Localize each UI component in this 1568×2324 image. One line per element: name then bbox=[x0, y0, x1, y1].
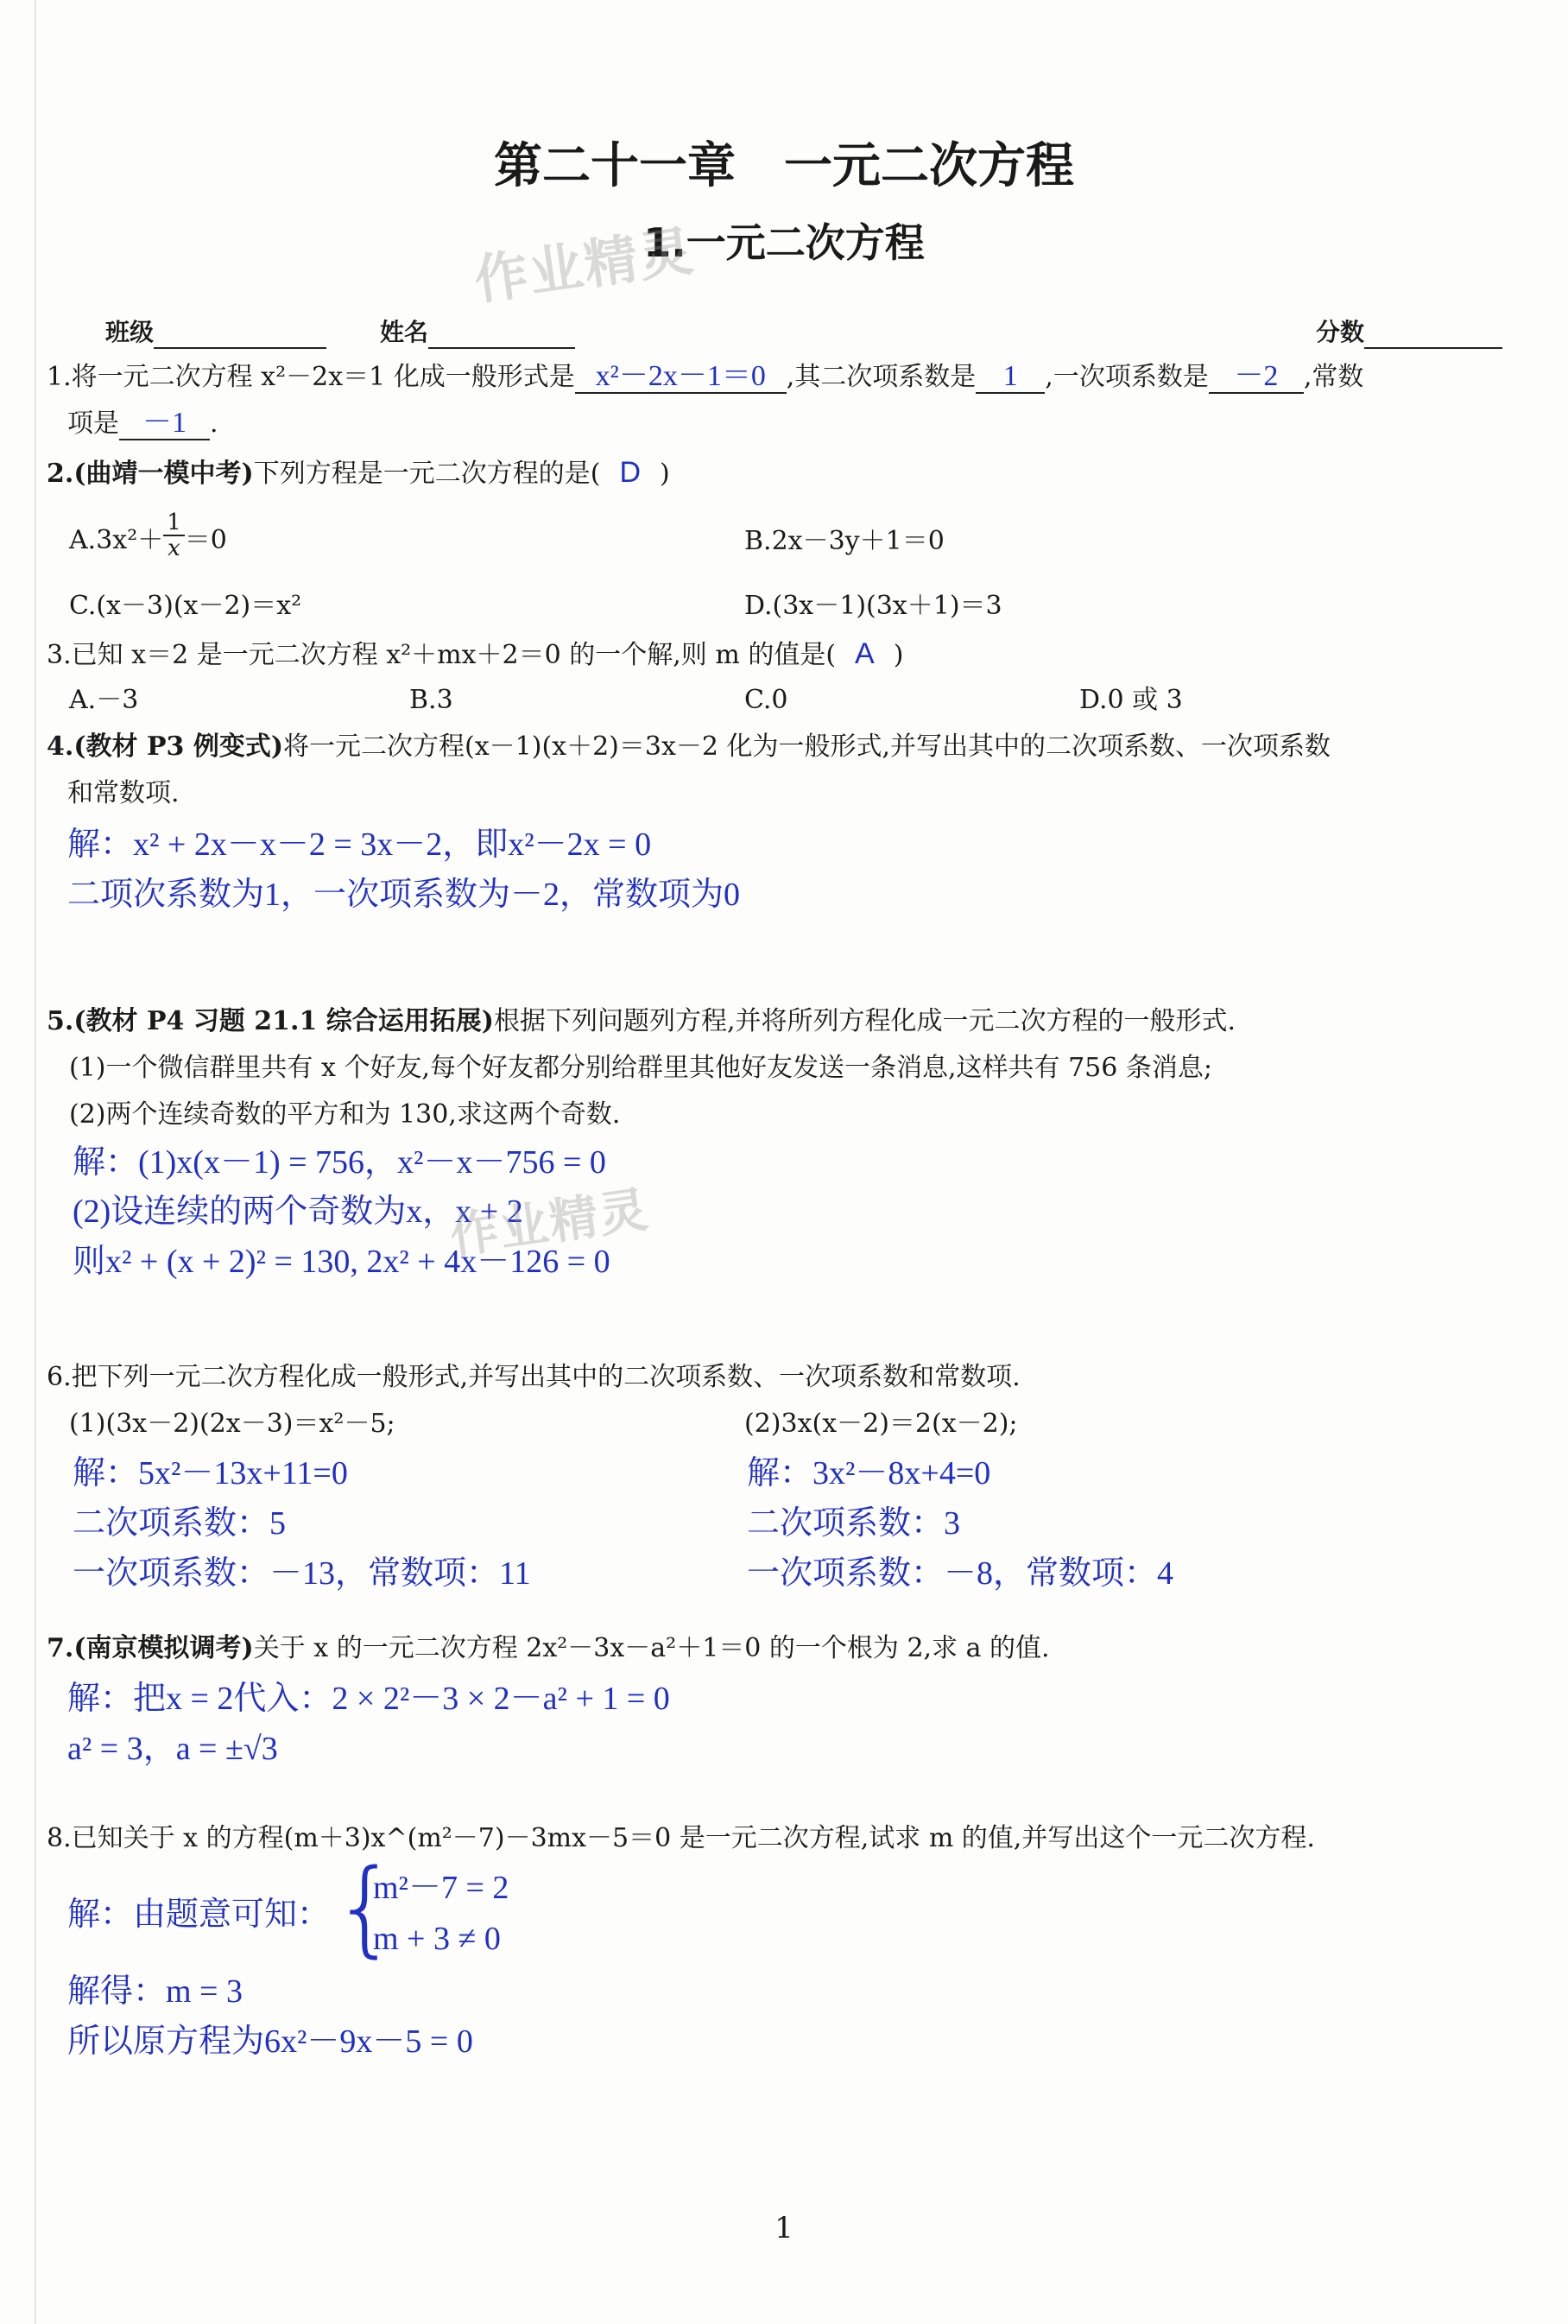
q2-option-b: B.2x－3y＋1＝0 bbox=[744, 526, 945, 556]
q3-close: ) bbox=[893, 640, 904, 670]
q1-answer-lin: －2 bbox=[1209, 361, 1304, 394]
q2-option-c: C.(x－3)(x－2)＝x² bbox=[69, 591, 302, 621]
class-field[interactable] bbox=[105, 316, 326, 349]
q8-brace-line2: m + 3 ≠ 0 bbox=[373, 1921, 501, 1957]
q3-stem bbox=[47, 637, 903, 672]
q5-answer-line1: 解：(1)x(x－1) = 756，x²－x－756 = 0 bbox=[73, 1144, 606, 1181]
q5-answer-line3: 则x² + (x + 2)² = 130, 2x² + 4x－126 = 0 bbox=[73, 1244, 610, 1280]
q7-stem-text: 关于 x 的一元二次方程 2x²－3x－a²＋1＝0 的一个根为 2,求 a 的值. bbox=[253, 1633, 1050, 1663]
q3-answer: A bbox=[855, 637, 875, 670]
q1-text-d: ,常数 bbox=[1303, 362, 1364, 392]
q4-label: 4.(教材 P3 例变式) bbox=[47, 731, 284, 762]
q8-answer-line2: 解得：m = 3 bbox=[67, 1973, 243, 2010]
class-label: 班级 bbox=[105, 318, 155, 346]
q1-line1 bbox=[47, 361, 1363, 394]
q3-option-d: D.0 或 3 bbox=[1079, 685, 1183, 715]
score-label: 分数 bbox=[1316, 318, 1365, 346]
score-field[interactable] bbox=[1316, 316, 1502, 349]
q8-brace-line1: m²－7 = 2 bbox=[373, 1870, 509, 1906]
name-label: 姓名 bbox=[380, 318, 429, 346]
q2-opt-a-post: ＝0 bbox=[184, 525, 227, 555]
q4-stem-b: 和常数项. bbox=[67, 778, 180, 808]
q3-stem-text: 3.已知 x＝2 是一元二次方程 x²＋mx＋2＝0 的一个解,则 m 的值是( bbox=[47, 640, 837, 670]
section-title: 1.一元二次方程 bbox=[643, 219, 925, 266]
q2-opt-a-pre: A.3x²＋ bbox=[69, 525, 164, 555]
scan-margin-line bbox=[35, 0, 36, 2324]
q5-answer-line2: (2)设连续的两个奇数为x，x + 2 bbox=[73, 1194, 523, 1230]
q2-stem bbox=[47, 456, 670, 491]
q4-stem bbox=[47, 731, 1331, 763]
q3-option-b: B.3 bbox=[409, 685, 453, 715]
q1-text-c: ,一次项系数是 bbox=[1045, 362, 1209, 392]
q1-answer-const: －1 bbox=[119, 408, 210, 440]
q7-answer-line1: 解：把x = 2代入：2 × 2²－3 × 2－a² + 1 = 0 bbox=[67, 1681, 670, 1717]
q5-stem-text: 根据下列问题列方程,并将所列方程化成一元二次方程的一般形式. bbox=[493, 1006, 1236, 1036]
q7-stem bbox=[47, 1632, 1050, 1665]
q6-left-answer-3: 一次项系数：－13，常数项：11 bbox=[73, 1555, 531, 1592]
q1-text-e: 项是 bbox=[67, 408, 119, 439]
q8-answer-line3: 所以原方程为6x²－9x－5 = 0 bbox=[67, 2023, 473, 2060]
q8-stem: 8.已知关于 x 的方程(m＋3)x^(m²－7)－3mx－5＝0 是一元二次方程,试求 m 的值,并写出这个一元二次方程. bbox=[47, 1823, 1315, 1853]
q2-label: 2.(曲靖一模中考) bbox=[47, 459, 254, 489]
q4-answer-line1: 解：x² + 2x－x－2 = 3x－2，即x²－2x = 0 bbox=[67, 826, 652, 863]
q6-stem: 6.把下列一元二次方程化成一般形式,并写出其中的二次项系数、一次项系数和常数项. bbox=[47, 1362, 1021, 1392]
q7-label: 7.(南京模拟调考) bbox=[47, 1633, 254, 1663]
chapter-title: 第二十一章 一元二次方程 bbox=[494, 138, 1074, 194]
page-number: 1 bbox=[775, 2211, 793, 2245]
q1-answer-form: x²－2x－1＝0 bbox=[575, 361, 787, 394]
q6-left-answer-1: 解：5x²－13x+11=0 bbox=[73, 1455, 348, 1491]
q2-close: ) bbox=[660, 459, 670, 489]
q4-stem-a: 将一元二次方程(x－1)(x＋2)＝3x－2 化为一般形式,并写出其中的二次项系数、一次项系数 bbox=[283, 731, 1331, 762]
watermark: 作业精灵 bbox=[470, 218, 699, 313]
name-field[interactable] bbox=[380, 316, 575, 349]
q2-opt-a-den: x bbox=[168, 535, 180, 561]
q6-right-answer-1: 解：3x²－8x+4=0 bbox=[747, 1455, 991, 1491]
q2-opt-a-fraction bbox=[163, 510, 185, 560]
q6-right-answer-3: 一次项系数：－8，常数项：4 bbox=[747, 1555, 1174, 1592]
q6-sub1: (1)(3x－2)(2x－3)＝x²－5; bbox=[69, 1409, 395, 1439]
q2-option-a bbox=[69, 510, 227, 561]
q5-sub1: (1)一个微信群里共有 x 个好友,每个好友都分别给群里其他好友发送一条消息,这样共有 756 条消息; bbox=[69, 1053, 1212, 1083]
q4-answer-line2: 二项次系数为1，一次项系数为－2，常数项为0 bbox=[67, 877, 741, 913]
q8-answer-intro: 解：由题意可知： bbox=[67, 1897, 331, 1933]
q5-label: 5.(教材 P4 习题 21.1 综合运用拓展) bbox=[47, 1006, 494, 1036]
q3-option-a: A.－3 bbox=[69, 685, 139, 715]
q1-line2 bbox=[67, 408, 218, 440]
q5-stem bbox=[47, 1005, 1236, 1038]
q1-text-a: 1.将一元二次方程 x²－2x＝1 化成一般形式是 bbox=[47, 362, 575, 392]
q1-text-f: . bbox=[210, 408, 218, 439]
watermark-2: 作业精灵 bbox=[446, 1181, 654, 1265]
q8-brace: { bbox=[332, 1848, 399, 1968]
q7-answer-line2: a² = 3，a = ±√3 bbox=[67, 1731, 278, 1767]
q2-answer: D bbox=[619, 456, 641, 489]
q1-text-b: ,其二次项系数是 bbox=[786, 362, 977, 392]
q6-sub2: (2)3x(x－2)＝2(x－2); bbox=[744, 1409, 1018, 1439]
q3-option-c: C.0 bbox=[744, 685, 788, 715]
q2-opt-a-num: 1 bbox=[163, 510, 185, 536]
q6-left-answer-2: 二次项系数：5 bbox=[73, 1505, 287, 1542]
q2-option-d: D.(3x－1)(3x＋1)＝3 bbox=[744, 591, 1002, 621]
q1-answer-quad: 1 bbox=[976, 361, 1045, 394]
q2-stem-text: 下列方程是一元二次方程的是( bbox=[253, 459, 601, 489]
q6-right-answer-2: 二次项系数：3 bbox=[747, 1505, 961, 1542]
q5-sub2: (2)两个连续奇数的平方和为 130,求这两个奇数. bbox=[69, 1099, 621, 1130]
